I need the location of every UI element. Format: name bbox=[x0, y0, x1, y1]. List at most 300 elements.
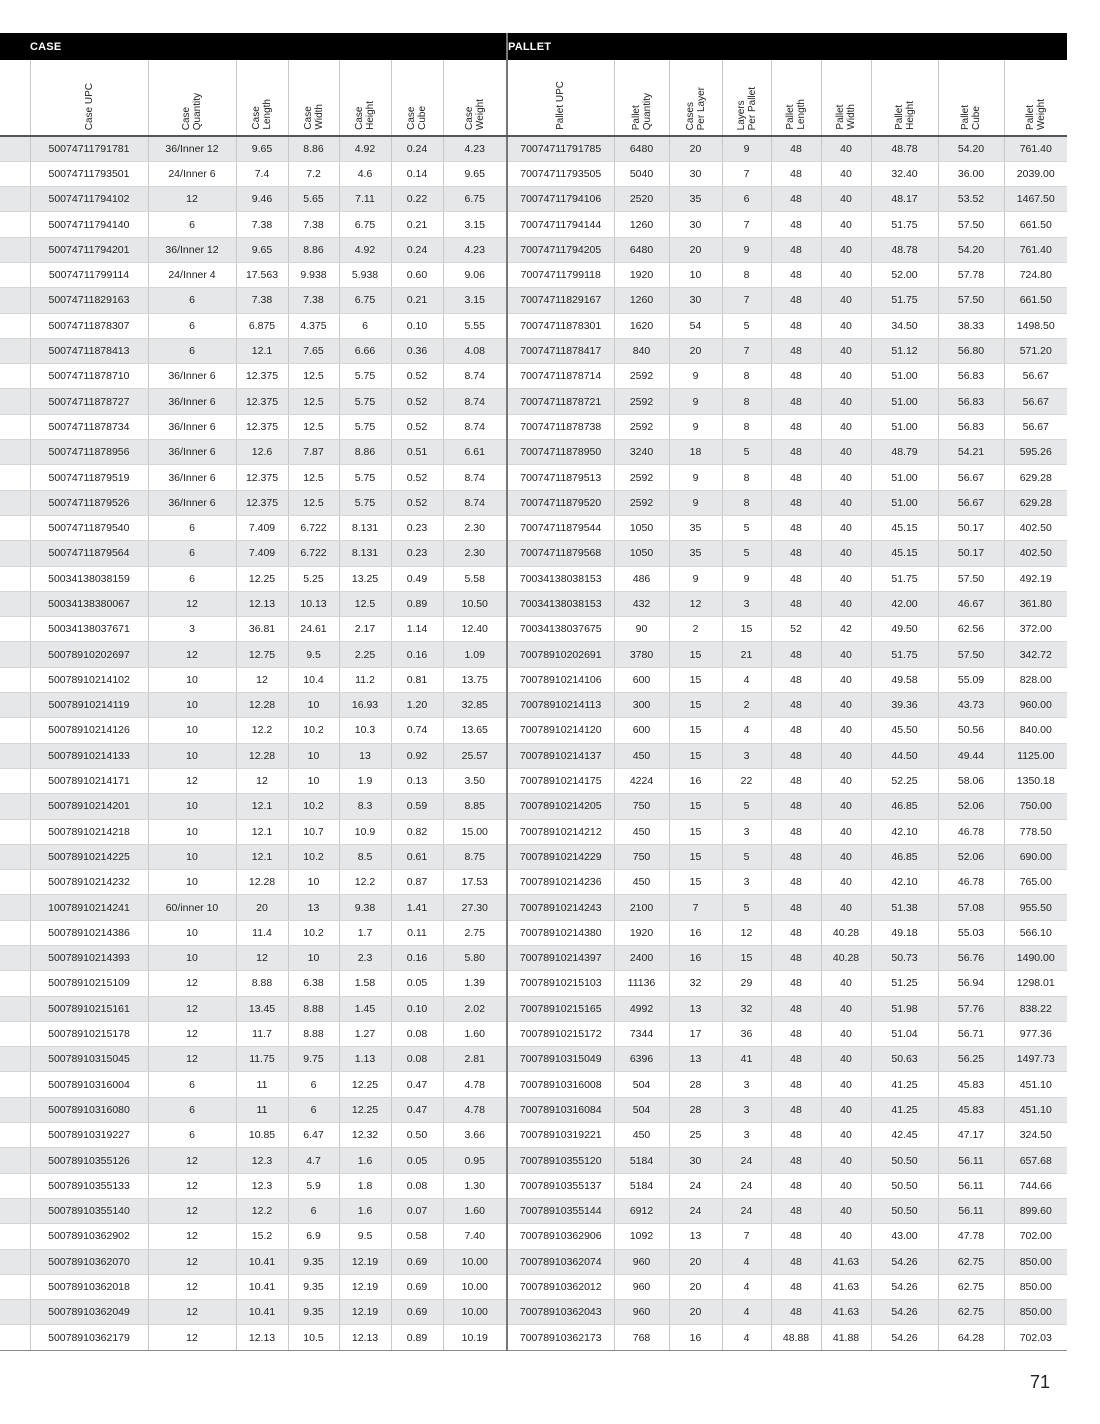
table-cell: 48 bbox=[771, 667, 821, 692]
row-stub bbox=[0, 591, 30, 616]
table-cell: 50034138380067 bbox=[30, 591, 148, 616]
table-cell: 28 bbox=[669, 1097, 722, 1122]
table-row bbox=[0, 212, 1067, 237]
table-cell: 0.24 bbox=[391, 136, 443, 161]
table-cell: 70078910355144 bbox=[507, 1198, 614, 1223]
table-cell: 50078910214201 bbox=[30, 794, 148, 819]
table-row bbox=[0, 946, 1067, 971]
table-cell: 50078910362070 bbox=[30, 1249, 148, 1274]
table-cell: 0.49 bbox=[391, 566, 443, 591]
left-stub bbox=[0, 33, 30, 60]
table-cell: 3.15 bbox=[443, 288, 507, 313]
table-cell: 50.17 bbox=[938, 541, 1004, 566]
table-cell: 1.60 bbox=[443, 1198, 507, 1223]
table-cell: 4 bbox=[722, 1274, 771, 1299]
table-cell: 36/Inner 6 bbox=[148, 364, 236, 389]
row-stub bbox=[0, 136, 30, 161]
table-cell: 48.79 bbox=[871, 440, 938, 465]
table-cell: 4.92 bbox=[339, 136, 391, 161]
column-header bbox=[339, 60, 391, 136]
table-cell: 35 bbox=[669, 187, 722, 212]
table-row bbox=[0, 1097, 1067, 1122]
column-header-label: Pallet Quantity bbox=[630, 92, 653, 130]
table-cell: 70078910214113 bbox=[507, 693, 614, 718]
row-stub bbox=[0, 187, 30, 212]
table-cell: 48 bbox=[771, 1123, 821, 1148]
table-row bbox=[0, 1325, 1067, 1350]
table-cell: 840.00 bbox=[1004, 718, 1067, 743]
column-header-label: Case Cube bbox=[406, 106, 428, 130]
table-cell: 1497.73 bbox=[1004, 1047, 1067, 1072]
table-cell: 50078910202697 bbox=[30, 642, 148, 667]
table-cell: 70078910214243 bbox=[507, 895, 614, 920]
table-cell: 8.74 bbox=[443, 414, 507, 439]
table-row bbox=[0, 1224, 1067, 1249]
table-cell: 15 bbox=[669, 794, 722, 819]
table-cell: 1.60 bbox=[443, 1021, 507, 1046]
table-cell: 12.5 bbox=[288, 364, 339, 389]
table-cell: 70078910215165 bbox=[507, 996, 614, 1021]
table-cell: 11.75 bbox=[236, 1047, 288, 1072]
table-cell: 2.02 bbox=[443, 996, 507, 1021]
table-cell: 690.00 bbox=[1004, 844, 1067, 869]
table-cell: 6.722 bbox=[288, 515, 339, 540]
table-cell: 7.409 bbox=[236, 541, 288, 566]
table-cell: 51.25 bbox=[871, 971, 938, 996]
table-cell: 6 bbox=[722, 187, 771, 212]
table-cell: 48 bbox=[771, 870, 821, 895]
table-cell: 6 bbox=[148, 313, 236, 338]
table-cell: 12 bbox=[148, 591, 236, 616]
table-cell: 48.88 bbox=[771, 1325, 821, 1350]
table-cell: 12.375 bbox=[236, 465, 288, 490]
row-stub bbox=[0, 1021, 30, 1046]
table-cell: 12.13 bbox=[236, 591, 288, 616]
table-cell: 750 bbox=[614, 844, 669, 869]
table-cell: 36/Inner 6 bbox=[148, 440, 236, 465]
table-cell: 960 bbox=[614, 1274, 669, 1299]
table-cell: 70074711878738 bbox=[507, 414, 614, 439]
table-cell: 2039.00 bbox=[1004, 161, 1067, 186]
table-cell: 8 bbox=[722, 364, 771, 389]
table-cell: 40 bbox=[821, 288, 871, 313]
table-cell: 48 bbox=[771, 414, 821, 439]
table-cell: 3 bbox=[722, 1072, 771, 1097]
table-cell: 40 bbox=[821, 667, 871, 692]
table-cell: 1298.01 bbox=[1004, 971, 1067, 996]
table-cell: 40 bbox=[821, 743, 871, 768]
table-cell: 40 bbox=[821, 465, 871, 490]
table-cell: 12.5 bbox=[288, 414, 339, 439]
table-row bbox=[0, 566, 1067, 591]
table-cell: 10 bbox=[148, 844, 236, 869]
table-cell: 70074711879513 bbox=[507, 465, 614, 490]
table-cell: 11 bbox=[236, 1097, 288, 1122]
table-cell: 9.65 bbox=[236, 237, 288, 262]
table-cell: 657.68 bbox=[1004, 1148, 1067, 1173]
table-cell: 70078910362012 bbox=[507, 1274, 614, 1299]
table-cell: 12.25 bbox=[236, 566, 288, 591]
table-cell: 6.722 bbox=[288, 541, 339, 566]
table-cell: 0.52 bbox=[391, 389, 443, 414]
table-cell: 12 bbox=[148, 996, 236, 1021]
table-cell: 50.17 bbox=[938, 515, 1004, 540]
table-cell: 48 bbox=[771, 971, 821, 996]
table-row bbox=[0, 338, 1067, 363]
table-cell: 32 bbox=[722, 996, 771, 1021]
table-cell: 7.65 bbox=[288, 338, 339, 363]
table-cell: 361.80 bbox=[1004, 591, 1067, 616]
table-cell: 761.40 bbox=[1004, 237, 1067, 262]
table-cell: 56.11 bbox=[938, 1198, 1004, 1223]
table-cell: 9.35 bbox=[288, 1274, 339, 1299]
table-cell: 15.2 bbox=[236, 1224, 288, 1249]
row-stub bbox=[0, 237, 30, 262]
page-number: 71 bbox=[1030, 1372, 1051, 1392]
table-cell: 48 bbox=[771, 136, 821, 161]
table-cell: 12.5 bbox=[339, 591, 391, 616]
table-cell: 48 bbox=[771, 288, 821, 313]
table-cell: 48 bbox=[771, 490, 821, 515]
table-cell: 4 bbox=[722, 718, 771, 743]
table-cell: 40 bbox=[821, 136, 871, 161]
table-cell: 12 bbox=[148, 1325, 236, 1350]
table-cell: 15 bbox=[669, 693, 722, 718]
table-cell: 7 bbox=[722, 288, 771, 313]
table-cell: 1498.50 bbox=[1004, 313, 1067, 338]
table-cell: 48 bbox=[771, 895, 821, 920]
table-row bbox=[0, 1148, 1067, 1173]
table-cell: 504 bbox=[614, 1097, 669, 1122]
row-stub bbox=[0, 465, 30, 490]
table-cell: 6.61 bbox=[443, 440, 507, 465]
table-cell: 50078910214133 bbox=[30, 743, 148, 768]
column-header-label: Case Quantity bbox=[181, 92, 203, 130]
table-cell: 0.47 bbox=[391, 1072, 443, 1097]
table-cell: 48 bbox=[771, 1198, 821, 1223]
column-header bbox=[771, 60, 821, 136]
table-cell: 2 bbox=[722, 693, 771, 718]
row-stub bbox=[0, 515, 30, 540]
table-cell: 48 bbox=[771, 212, 821, 237]
table-cell: 5.65 bbox=[288, 187, 339, 212]
table-cell: 2 bbox=[669, 617, 722, 642]
table-cell: 5.75 bbox=[339, 465, 391, 490]
table-cell: 57.50 bbox=[938, 642, 1004, 667]
table-cell: 12.375 bbox=[236, 490, 288, 515]
table-cell: 20 bbox=[669, 136, 722, 161]
row-stub bbox=[0, 212, 30, 237]
table-cell: 48 bbox=[771, 591, 821, 616]
table-row bbox=[0, 870, 1067, 895]
table-cell: 0.50 bbox=[391, 1123, 443, 1148]
column-header bbox=[236, 60, 288, 136]
table-cell: 955.50 bbox=[1004, 895, 1067, 920]
table-cell: 765.00 bbox=[1004, 870, 1067, 895]
table-cell: 12.19 bbox=[339, 1274, 391, 1299]
table-cell: 70078910214120 bbox=[507, 718, 614, 743]
table-cell: 15 bbox=[669, 870, 722, 895]
table-cell: 50078910362049 bbox=[30, 1300, 148, 1325]
table-cell: 10078910214241 bbox=[30, 895, 148, 920]
table-cell: 6396 bbox=[614, 1047, 669, 1072]
table-cell: 6.38 bbox=[288, 971, 339, 996]
table-cell: 5 bbox=[722, 541, 771, 566]
table-row bbox=[0, 1072, 1067, 1097]
table-cell: 48.78 bbox=[871, 237, 938, 262]
table-cell: 5.938 bbox=[339, 262, 391, 287]
table-cell: 9.65 bbox=[443, 161, 507, 186]
table-cell: 50078910355133 bbox=[30, 1173, 148, 1198]
table-cell: 12.2 bbox=[236, 1198, 288, 1223]
table-cell: 2592 bbox=[614, 414, 669, 439]
table-cell: 22 bbox=[722, 768, 771, 793]
table-cell: 4.23 bbox=[443, 136, 507, 161]
table-cell: 7 bbox=[722, 161, 771, 186]
table-cell: 1.9 bbox=[339, 768, 391, 793]
table-cell: 56.25 bbox=[938, 1047, 1004, 1072]
table-cell: 0.52 bbox=[391, 490, 443, 515]
table-cell: 70074711799118 bbox=[507, 262, 614, 287]
table-cell: 36/Inner 6 bbox=[148, 490, 236, 515]
table-cell: 10.2 bbox=[288, 718, 339, 743]
table-cell: 10.2 bbox=[288, 920, 339, 945]
column-header-label: Pallet Weight bbox=[1024, 99, 1047, 130]
table-row bbox=[0, 262, 1067, 287]
table-cell: 48 bbox=[771, 768, 821, 793]
table-cell: 10.41 bbox=[236, 1249, 288, 1274]
row-stub bbox=[0, 1072, 30, 1097]
table-cell: 47.78 bbox=[938, 1224, 1004, 1249]
row-stub bbox=[0, 794, 30, 819]
table-cell: 70074711794205 bbox=[507, 237, 614, 262]
table-cell: 48 bbox=[771, 1047, 821, 1072]
table-cell: 70078910355137 bbox=[507, 1173, 614, 1198]
table-row bbox=[0, 1300, 1067, 1325]
table-cell: 42.00 bbox=[871, 591, 938, 616]
table-cell: 10 bbox=[148, 794, 236, 819]
table-cell: 44.50 bbox=[871, 743, 938, 768]
table-cell: 30 bbox=[669, 288, 722, 313]
table-cell: 51.75 bbox=[871, 642, 938, 667]
table-cell: 15.00 bbox=[443, 819, 507, 844]
table-cell: 6 bbox=[148, 1072, 236, 1097]
table-cell: 10.41 bbox=[236, 1274, 288, 1299]
table-cell: 70034138038153 bbox=[507, 591, 614, 616]
table-cell: 57.76 bbox=[938, 996, 1004, 1021]
table-cell: 7.38 bbox=[288, 212, 339, 237]
table-cell: 600 bbox=[614, 718, 669, 743]
table-cell: 56.80 bbox=[938, 338, 1004, 363]
table-cell: 629.28 bbox=[1004, 490, 1067, 515]
table-cell: 8.86 bbox=[288, 237, 339, 262]
row-stub bbox=[0, 718, 30, 743]
table-cell: 10 bbox=[148, 946, 236, 971]
table-row bbox=[0, 844, 1067, 869]
table-cell: 12 bbox=[148, 1300, 236, 1325]
table-cell: 12 bbox=[148, 971, 236, 996]
table-cell: 50078910214119 bbox=[30, 693, 148, 718]
table-cell: 12 bbox=[148, 187, 236, 212]
table-cell: 51.00 bbox=[871, 364, 938, 389]
table-cell: 11.2 bbox=[339, 667, 391, 692]
table-cell: 12.28 bbox=[236, 743, 288, 768]
table-cell: 0.95 bbox=[443, 1148, 507, 1173]
table-cell: 36/Inner 6 bbox=[148, 465, 236, 490]
table-cell: 48 bbox=[771, 313, 821, 338]
table-cell: 13 bbox=[669, 1047, 722, 1072]
table-cell: 20 bbox=[236, 895, 288, 920]
table-cell: 41.25 bbox=[871, 1097, 938, 1122]
table-row bbox=[0, 515, 1067, 540]
table-cell: 48 bbox=[771, 1249, 821, 1274]
table-cell: 0.11 bbox=[391, 920, 443, 945]
table-cell: 50074711878307 bbox=[30, 313, 148, 338]
table-cell: 16 bbox=[669, 946, 722, 971]
table-cell: 5 bbox=[722, 440, 771, 465]
table-cell: 10 bbox=[148, 693, 236, 718]
table-cell: 40 bbox=[821, 440, 871, 465]
table-cell: 70078910214106 bbox=[507, 667, 614, 692]
table-cell: 47.17 bbox=[938, 1123, 1004, 1148]
table-cell: 12.5 bbox=[288, 389, 339, 414]
table-cell: 40 bbox=[821, 844, 871, 869]
table-cell: 51.98 bbox=[871, 996, 938, 1021]
table-cell: 16 bbox=[669, 768, 722, 793]
table-cell: 5040 bbox=[614, 161, 669, 186]
section-header-row bbox=[0, 33, 1067, 60]
table-row bbox=[0, 718, 1067, 743]
table-cell: 1.45 bbox=[339, 996, 391, 1021]
column-header-label: Case Length bbox=[251, 99, 273, 130]
table-cell: 56.11 bbox=[938, 1173, 1004, 1198]
table-cell: 12.3 bbox=[236, 1173, 288, 1198]
row-stub bbox=[0, 768, 30, 793]
table-cell: 11.7 bbox=[236, 1021, 288, 1046]
table-cell: 57.50 bbox=[938, 288, 1004, 313]
table-cell: 11136 bbox=[614, 971, 669, 996]
table-cell: 12.2 bbox=[236, 718, 288, 743]
table-cell: 54.26 bbox=[871, 1325, 938, 1350]
table-cell: 55.03 bbox=[938, 920, 1004, 945]
table-cell: 13.45 bbox=[236, 996, 288, 1021]
table-cell: 5 bbox=[722, 844, 771, 869]
left-stub-header bbox=[0, 60, 30, 136]
table-cell: 50078910214232 bbox=[30, 870, 148, 895]
table-cell: 15 bbox=[669, 667, 722, 692]
table-cell: 9 bbox=[669, 389, 722, 414]
column-header bbox=[1004, 60, 1067, 136]
table-cell: 9.938 bbox=[288, 262, 339, 287]
table-cell: 15 bbox=[669, 718, 722, 743]
row-stub bbox=[0, 262, 30, 287]
table-cell: 12.13 bbox=[236, 1325, 288, 1350]
table-cell: 48 bbox=[771, 642, 821, 667]
column-header-label: Pallet Width bbox=[835, 104, 857, 130]
table-cell: 55.09 bbox=[938, 667, 1004, 692]
table-cell: 30 bbox=[669, 1148, 722, 1173]
table-cell: 40 bbox=[821, 1123, 871, 1148]
table-cell: 12.32 bbox=[339, 1123, 391, 1148]
table-cell: 9.06 bbox=[443, 262, 507, 287]
row-stub bbox=[0, 1249, 30, 1274]
table-cell: 566.10 bbox=[1004, 920, 1067, 945]
table-cell: 1125.00 bbox=[1004, 743, 1067, 768]
table-cell: 70078910214380 bbox=[507, 920, 614, 945]
table-cell: 40 bbox=[821, 1224, 871, 1249]
table-cell: 2.81 bbox=[443, 1047, 507, 1072]
table-cell: 50078910214225 bbox=[30, 844, 148, 869]
table-cell: 768 bbox=[614, 1325, 669, 1350]
table-cell: 12 bbox=[148, 1047, 236, 1072]
table-cell: 12 bbox=[236, 667, 288, 692]
table-cell: 40 bbox=[821, 1173, 871, 1198]
table-row bbox=[0, 743, 1067, 768]
table-cell: 62.75 bbox=[938, 1300, 1004, 1325]
table-cell: 5184 bbox=[614, 1148, 669, 1173]
table-cell: 70074711794106 bbox=[507, 187, 614, 212]
table-cell: 10.4 bbox=[288, 667, 339, 692]
table-cell: 12 bbox=[722, 920, 771, 945]
table-cell: 40 bbox=[821, 414, 871, 439]
table-cell: 50078910362179 bbox=[30, 1325, 148, 1350]
table-cell: 36.00 bbox=[938, 161, 1004, 186]
table-row bbox=[0, 364, 1067, 389]
table-cell: 960 bbox=[614, 1300, 669, 1325]
table-cell: 48 bbox=[771, 718, 821, 743]
table-cell: 492.19 bbox=[1004, 566, 1067, 591]
table-cell: 7.87 bbox=[288, 440, 339, 465]
table-cell: 2100 bbox=[614, 895, 669, 920]
table-cell: 0.89 bbox=[391, 591, 443, 616]
table-cell: 451.10 bbox=[1004, 1097, 1067, 1122]
row-stub bbox=[0, 1198, 30, 1223]
table-cell: 10.85 bbox=[236, 1123, 288, 1148]
table-cell: 48 bbox=[771, 187, 821, 212]
table-cell: 1.27 bbox=[339, 1021, 391, 1046]
table-cell: 52.06 bbox=[938, 844, 1004, 869]
column-header bbox=[821, 60, 871, 136]
column-header-label: Pallet Height bbox=[893, 101, 916, 130]
table-cell: 50074711878710 bbox=[30, 364, 148, 389]
table-cell: 70074711878714 bbox=[507, 364, 614, 389]
row-stub bbox=[0, 642, 30, 667]
table-cell: 1.20 bbox=[391, 693, 443, 718]
table-cell: 24 bbox=[669, 1198, 722, 1223]
column-header-label: Case Width bbox=[302, 104, 325, 130]
table-cell: 40 bbox=[821, 262, 871, 287]
table-cell: 5.25 bbox=[288, 566, 339, 591]
table-cell: 40 bbox=[821, 212, 871, 237]
table-cell: 51.04 bbox=[871, 1021, 938, 1046]
table-cell: 3240 bbox=[614, 440, 669, 465]
table-cell: 1.7 bbox=[339, 920, 391, 945]
table-cell: 899.60 bbox=[1004, 1198, 1067, 1223]
column-header-label: Pallet Length bbox=[785, 99, 807, 130]
table-cell: 70078910316084 bbox=[507, 1097, 614, 1122]
table-cell: 40 bbox=[821, 996, 871, 1021]
table-cell: 30 bbox=[669, 161, 722, 186]
table-cell: 0.36 bbox=[391, 338, 443, 363]
table-cell: 48 bbox=[771, 1274, 821, 1299]
table-cell: 9.5 bbox=[339, 1224, 391, 1249]
table-cell: 702.03 bbox=[1004, 1325, 1067, 1350]
table-cell: 24/Inner 6 bbox=[148, 161, 236, 186]
table-cell: 6.75 bbox=[339, 212, 391, 237]
table-cell: 0.10 bbox=[391, 313, 443, 338]
table-cell: 8.85 bbox=[443, 794, 507, 819]
table-cell: 54.26 bbox=[871, 1300, 938, 1325]
